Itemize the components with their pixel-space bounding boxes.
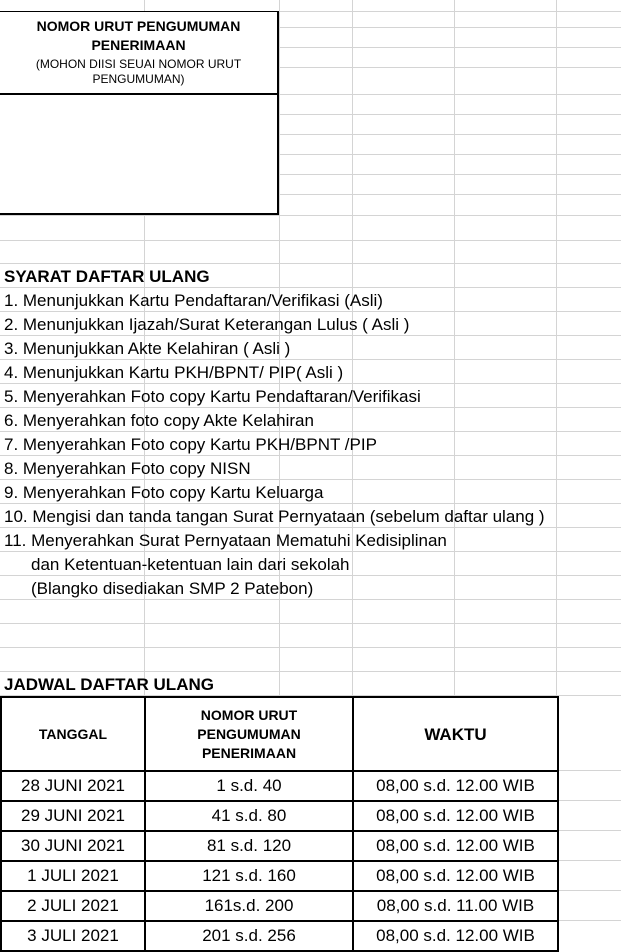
requirement-item-9: 9. Menyerahkan Foto copy Kartu Keluarga bbox=[4, 483, 324, 502]
note-line-1: (MOHON DIISI SEUAI NOMOR URUT bbox=[35, 57, 242, 71]
title-line-2: PENERIMAAN bbox=[91, 37, 186, 53]
requirement-item-2: 2. Menunjukkan Ijazah/Surat Keterangan Lulus ( Asli ) bbox=[4, 315, 410, 334]
row-range: 121 s.d. 160 bbox=[145, 861, 353, 891]
requirement-item-11-continuation-2: (Blangko disediakan SMP 2 Patebon) bbox=[31, 579, 314, 598]
requirement-item-6: 6. Menyerahkan foto copy Akte Kelahiran bbox=[4, 411, 314, 430]
requirement-item-10: 10. Mengisi dan tanda tangan Surat Pernyataan (sebelum daftar ulang ) bbox=[4, 507, 545, 526]
requirement-item-4: 4. Menunjukkan Kartu PKH/BPNT/ PIP( Asli ) bbox=[4, 363, 344, 382]
row-range: 81 s.d. 120 bbox=[145, 831, 353, 861]
requirement-item-7: 7. Menyerahkan Foto copy Kartu PKH/BPNT /PIP bbox=[4, 435, 377, 454]
requirement-item-11-continuation-1: dan Ketentuan-ketentuan lain dari sekolah bbox=[31, 555, 350, 574]
table-row bbox=[1, 891, 558, 921]
schedule-title: JADWAL DAFTAR ULANG bbox=[4, 675, 214, 694]
row-range: 1 s.d. 40 bbox=[145, 771, 353, 801]
table-row bbox=[1, 831, 558, 861]
table-row bbox=[1, 921, 558, 951]
requirement-item-1: 1. Menunjukkan Kartu Pendaftaran/Verifikasi (Asli) bbox=[4, 291, 383, 310]
header-number-line-2: PENGUMUMAN bbox=[197, 725, 301, 742]
row-time: 08,00 s.d. 11.00 WIB bbox=[353, 891, 558, 921]
title-line-1: NOMOR URUT PENGUMUMAN bbox=[36, 18, 241, 34]
row-time: 08,00 s.d. 12.00 WIB bbox=[353, 831, 558, 861]
row-range: 161s.d. 200 bbox=[145, 891, 353, 921]
row-time: 08,00 s.d. 12.00 WIB bbox=[353, 921, 558, 951]
header-date: TANGGAL bbox=[1, 697, 145, 771]
header-number-line-1: NOMOR URUT bbox=[200, 706, 298, 723]
row-date: 3 JULI 2021 bbox=[1, 921, 145, 951]
header-time: WAKTU bbox=[353, 697, 558, 771]
row-time: 08,00 s.d. 12.00 WIB bbox=[353, 861, 558, 891]
announcement-number-input-cell[interactable] bbox=[0, 95, 277, 214]
announcement-number-title bbox=[0, 17, 277, 55]
schedule-header-row bbox=[1, 697, 558, 771]
row-date: 29 JUNI 2021 bbox=[1, 801, 145, 831]
row-time: 08,00 s.d. 12.00 WIB bbox=[353, 801, 558, 831]
row-date: 28 JUNI 2021 bbox=[1, 771, 145, 801]
table-row bbox=[1, 771, 558, 801]
row-time: 08,00 s.d. 12.00 WIB bbox=[353, 771, 558, 801]
announcement-number-header bbox=[0, 12, 277, 95]
row-range: 201 s.d. 256 bbox=[145, 921, 353, 951]
row-date: 30 JUNI 2021 bbox=[1, 831, 145, 861]
requirements-title: SYARAT DAFTAR ULANG bbox=[4, 267, 210, 286]
table-row bbox=[1, 801, 558, 831]
header-number-line-3: PENERIMAAN bbox=[201, 744, 297, 761]
row-date: 1 JULI 2021 bbox=[1, 861, 145, 891]
requirement-item-11: 11. Menyerahkan Surat Pernyataan Mematuhi Kedisiplinan bbox=[4, 531, 447, 550]
header-number bbox=[145, 697, 353, 771]
requirement-item-8: 8. Menyerahkan Foto copy NISN bbox=[4, 459, 251, 478]
schedule-table bbox=[0, 696, 559, 952]
announcement-number-box bbox=[0, 11, 279, 215]
requirement-item-3: 3. Menunjukkan Akte Kelahiran ( Asli ) bbox=[4, 339, 291, 358]
row-range: 41 s.d. 80 bbox=[145, 801, 353, 831]
row-date: 2 JULI 2021 bbox=[1, 891, 145, 921]
note-line-2: PENGUMUMAN) bbox=[92, 72, 185, 86]
requirement-item-5: 5. Menyerahkan Foto copy Kartu Pendaftaran/Verifikasi bbox=[4, 387, 421, 406]
table-row bbox=[1, 861, 558, 891]
announcement-number-note bbox=[0, 57, 277, 87]
